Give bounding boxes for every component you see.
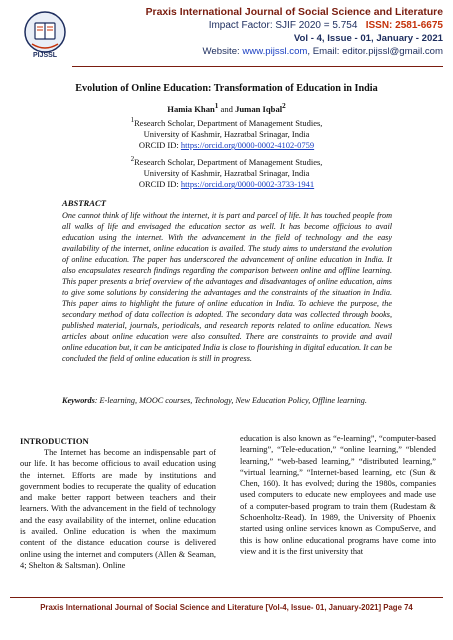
aff1-line2: University of Kashmir, Hazratbal Srinagar, India	[143, 129, 310, 140]
impact-factor: Impact Factor: SJIF 2020 = 5.754	[208, 20, 358, 31]
page-footer: Praxis International Journal of Social Science and Literature [Vol-4, Issue- 01, January-2021] Page 74	[40, 603, 413, 612]
intro-left-column: The Internet has become an indispensable part of our life. It has become officious to avail education using the internet. Efforts are made by institutions and government bodies to recuperate the quality of education and make better rapport between teachers and their learners. With the advancement in the field of technology and the easy availability of the internet, online education is availed. Online education is when the maximum content of the distance education course is delivered online using the internet and computers (Allen & Seaman, 4; Shelton & Saltsman). Online	[20, 448, 216, 570]
journal-title: Praxis International Journal of Social Science and Literature	[145, 7, 443, 18]
header-divider	[72, 66, 443, 67]
intro-right-column: education is also known as “e-learning”, “computer-based learning”, “Tele-education,” “online learning,” “blended learning,” “web-based learning,” “distributed learning,” “virtual learning,” “Internet-based learning, etc (Sun & Chen, 160). It has evolved; during the 1980s, companies used computers to educate new employees and made use of a computer-based program to train them (Rudestam & Schoenholtz-Read). In 1989, the University of Phoenix started using online services known as CompuServe, and this is how online educational programs have come into view and it is the first university that	[240, 434, 436, 556]
aff1-line1: Research Scholar, Department of Management Studies,	[134, 117, 323, 128]
website-link[interactable]: www.pijssl.com	[242, 46, 308, 57]
introduction-heading: INTRODUCTION	[20, 436, 89, 446]
impact-line	[83, 19, 443, 32]
aff1-orcid-link[interactable]: https://orcid.org/0000-0002-4102-0759	[180, 140, 315, 151]
aff2-sup: 2	[130, 155, 135, 163]
abstract-heading: ABSTRACT	[62, 198, 106, 208]
author-1-sup: 1	[214, 102, 219, 110]
author-1: Hamia Khan	[167, 103, 215, 114]
issn: ISSN: 2581-6675	[365, 20, 443, 31]
aff2-line1: Research Scholar, Department of Management Studies,	[134, 156, 323, 167]
authors	[0, 102, 453, 114]
logo-text: PIJSSL	[32, 52, 58, 59]
keywords-list: : E-learning, MOOC courses, Technology, New Education Policy, Offline learning.	[94, 396, 367, 405]
aff1-sup: 1	[130, 116, 135, 124]
affiliation-2	[0, 154, 453, 190]
author-2-sup: 2	[282, 102, 286, 110]
website-label: Website:	[202, 46, 243, 57]
email-text: , Email: editor.pijssl@gmail.com	[307, 46, 443, 57]
keywords	[62, 396, 392, 405]
affiliation-1	[0, 115, 453, 151]
journal-header	[83, 6, 443, 58]
aff2-line2: University of Kashmir, Hazratbal Srinagar, India	[143, 168, 310, 179]
author-and: and	[218, 103, 236, 114]
aff2-orcid-link[interactable]: https://orcid.org/0000-0002-3733-1941	[180, 179, 315, 190]
aff1-orcid-label: ORCID ID:	[138, 140, 181, 151]
footer-divider	[10, 597, 443, 598]
website-line	[83, 45, 443, 58]
author-2: Juman Iqbal	[235, 103, 283, 114]
keywords-label: Keywords	[62, 396, 95, 405]
paper-title: Evolution of Online Education: Transformation of Education in India	[75, 83, 378, 94]
volume-issue: Vol - 4, Issue - 01, January - 2021	[293, 33, 443, 44]
abstract-text: One cannot think of life without the internet, it is part and parcel of life. It has touched people from all walks of life and envisaged the education sector as well. It has become officious to avail education using the internet. With the advancement in the field of technology and the easy availability of the internet, online education is availed. The study aims to understand the evolution of online education. The paper has underscored the advancement of online education in India. It also encapsulates research findings regarding the comparison between online and offline learning. This paper presents a brief overview of the advantages and disadvantages of online education, aims to give some solutions by considering the advantages and the constraints of the situation in India. This paper aims to highlight the future of online education in India. To achieve the purpose, the secondary method of data collection is adopted. The secondary data was collected through books, published material, journals, periodicals, and research reports related to online education. News articles about online education were also consulted. There are constraints to provide and avail online education but, it can be anticipated India is close to flourishing in digital education. It can be concluded the field of online education is still in progress.	[62, 211, 392, 363]
aff2-orcid-label: ORCID ID:	[138, 179, 181, 190]
